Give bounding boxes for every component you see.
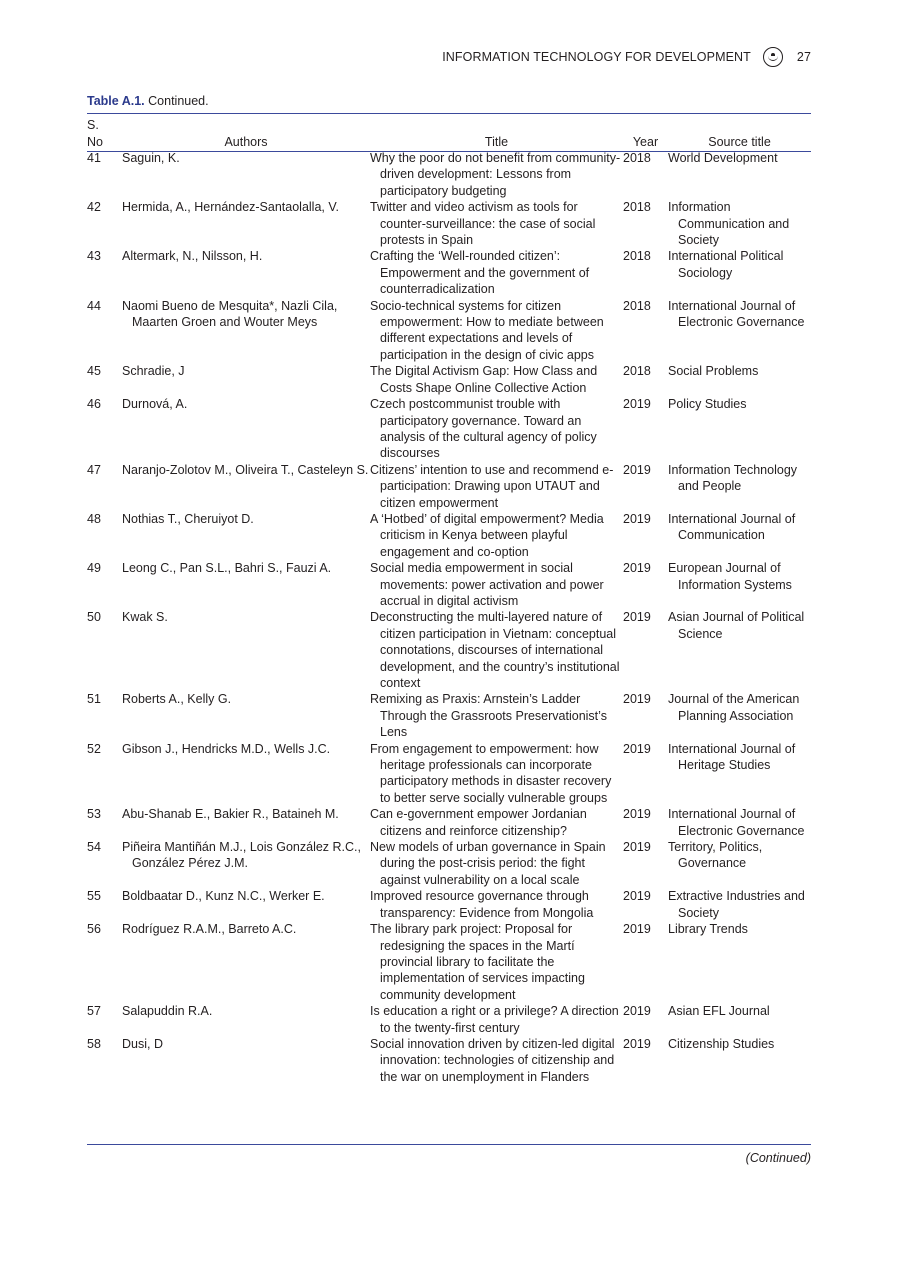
row-source: Territory, Politics, Governance: [668, 840, 763, 871]
row-title: Is education a right or a privilege? A direction to the twenty-first century: [370, 1004, 619, 1035]
table-row: [87, 839, 811, 888]
col-header-title: Title: [484, 134, 509, 149]
row-authors: Saguin, K.: [122, 151, 180, 165]
row-number: 53: [87, 807, 101, 822]
row-title: Socio-technical systems for citizen empowerment: How to mediate between different expectations and levels of participation in the design of civic apps: [370, 298, 604, 362]
row-year: 2018: [623, 249, 651, 264]
row-number: 44: [87, 298, 101, 313]
col-header-authors: Authors: [224, 134, 268, 149]
row-number: 54: [87, 840, 101, 855]
row-number: 42: [87, 200, 101, 215]
row-authors: Salapuddin R.A.: [122, 1004, 213, 1019]
row-number: 49: [87, 561, 101, 576]
row-year: 2019: [623, 889, 651, 904]
row-source: European Journal of Information Systems: [668, 561, 792, 592]
row-authors: Naranjo-Zolotov M., Oliveira T., Casteleyn S.: [122, 462, 369, 477]
row-source: Asian Journal of Political Science: [668, 610, 805, 641]
table-row: [87, 1003, 811, 1036]
table-bottom-rule: [87, 1144, 811, 1145]
table-row: [87, 511, 811, 560]
row-number: 52: [87, 741, 101, 756]
col-header-sno: S. No: [87, 118, 103, 149]
row-source: Information Technology and People: [668, 462, 798, 494]
table-caption-text: Continued.: [148, 94, 209, 108]
row-authors: Gibson J., Hendricks M.D., Wells J.C.: [122, 741, 331, 756]
row-year: 2018: [623, 200, 651, 215]
row-source: Information Communication and Society: [668, 200, 790, 248]
row-title: Crafting the ‘Well-rounded citizen’: Empowerment and the government of counterradicalization: [370, 249, 590, 297]
table-row: [87, 363, 811, 396]
row-number: 51: [87, 692, 101, 707]
row-title: The Digital Activism Gap: How Class and Costs Shape Online Collective Action: [370, 364, 598, 395]
continued-text: Continued: [749, 1151, 807, 1165]
row-source: International Journal of Electronic Governance: [668, 807, 805, 838]
row-title: Can e-government empower Jordanian citizens and reinforce citizenship?: [370, 807, 587, 838]
row-number: 56: [87, 922, 101, 937]
row-source: Asian EFL Journal: [668, 1004, 770, 1019]
references-table: [87, 116, 811, 1085]
row-year: 2019: [623, 561, 651, 576]
row-year: 2019: [623, 1036, 651, 1051]
row-year: 2019: [623, 840, 651, 855]
row-authors: Rodríguez R.A.M., Barreto A.C.: [122, 922, 297, 937]
row-year: 2019: [623, 511, 651, 526]
row-source: Library Trends: [668, 922, 748, 937]
row-authors: Roberts A., Kelly G.: [122, 692, 232, 707]
row-year: 2019: [623, 1004, 651, 1019]
row-authors: Dusi, D: [122, 1036, 163, 1051]
row-title: Twitter and video activism as tools for counter-surveillance: the case of social protests in Spain: [370, 200, 596, 248]
row-year: 2019: [623, 397, 651, 412]
row-authors: Boldbaatar D., Kunz N.C., Werker E.: [122, 889, 325, 904]
row-year: 2018: [623, 364, 651, 379]
row-number: 55: [87, 889, 101, 904]
row-authors: Durnová, A.: [122, 397, 188, 412]
row-number: 57: [87, 1004, 101, 1019]
table-header-row: [87, 116, 811, 150]
row-number: 50: [87, 610, 101, 625]
row-number: 47: [87, 462, 101, 477]
row-source: International Journal of Communication: [668, 511, 796, 543]
running-head: [442, 47, 811, 67]
row-title: Social innovation driven by citizen-led digital innovation: technologies of citizenship and the war on unemployment in Flanders: [370, 1036, 615, 1084]
table-label: Table A.1.: [87, 94, 145, 108]
row-authors: Schradie, J: [122, 364, 185, 379]
row-source: International Journal of Heritage Studies: [668, 741, 796, 773]
table-row: [87, 150, 811, 199]
row-number: 58: [87, 1036, 101, 1051]
row-year: 2019: [623, 692, 651, 707]
row-authors: Altermark, N., Nilsson, H.: [122, 249, 263, 264]
row-authors: Hermida, A., Hernández-Santaolalla, V.: [122, 200, 340, 215]
table-row: [87, 741, 811, 807]
journal-name: INFORMATION TECHNOLOGY FOR DEVELOPMENT: [442, 50, 751, 64]
table-row: [87, 248, 811, 297]
row-title: Why the poor do not benefit from community-driven development: Lessons from participatory budgeting: [370, 151, 621, 198]
row-year: 2019: [623, 610, 651, 625]
table-row: [87, 1036, 811, 1085]
row-source: Social Problems: [668, 364, 759, 379]
row-number: 48: [87, 511, 101, 526]
row-number: 45: [87, 364, 101, 379]
row-title: New models of urban governance in Spain during the post-crisis period: the fight against vulnerability on a local scale: [370, 840, 606, 887]
row-source: Extractive Industries and Society: [668, 889, 805, 920]
row-title: A ‘Hotbed’ of digital empowerment? Media criticism in Kenya between playful engagement and co-option: [370, 511, 604, 559]
row-title: Czech postcommunist trouble with participatory governance. Toward an analysis of the cultural agency of policy discourses: [370, 397, 597, 461]
table-row: [87, 396, 811, 462]
row-authors: Piñeira Mantiñán M.J., Lois González R.C., González Pérez J.M.: [122, 840, 361, 871]
row-year: 2019: [623, 922, 651, 937]
table-row: [87, 921, 811, 1003]
table-row: [87, 806, 811, 839]
row-authors: Naomi Bueno de Mesquita*, Nazli Cila, Maarten Groen and Wouter Meys: [122, 298, 338, 330]
journal-logo-icon: [763, 47, 783, 67]
row-title: From engagement to empowerment: how heritage professionals can incorporate participatory methods in disaster recovery to better serve socially vulnerable groups: [370, 741, 612, 805]
row-source: Journal of the American Planning Association: [668, 692, 800, 723]
row-source: International Political Sociology: [668, 249, 784, 280]
row-number: 43: [87, 249, 101, 264]
continued-note: (Continued): [745, 1151, 811, 1165]
table-row: [87, 462, 811, 511]
page-number: 27: [796, 50, 811, 64]
table-top-rule: [87, 113, 811, 114]
row-source: International Journal of Electronic Governance: [668, 298, 805, 330]
table-row: [87, 691, 811, 740]
row-authors: Abu-Shanab E., Bakier R., Bataineh M.: [122, 807, 339, 822]
row-title: The library park project: Proposal for redesigning the spaces in the Martí provincial library to facilitate the implementation of services impacting community development: [370, 922, 585, 1002]
row-source: World Development: [668, 151, 778, 165]
row-number: 41: [87, 151, 101, 165]
row-title: Improved resource governance through transparency: Evidence from Mongolia: [370, 889, 594, 920]
table-caption: [87, 94, 209, 108]
row-year: 2019: [623, 741, 651, 756]
row-authors: Leong C., Pan S.L., Bahri S., Fauzi A.: [122, 561, 332, 576]
row-year: 2018: [623, 151, 651, 165]
row-title: Citizens’ intention to use and recommend e-participation: Drawing upon UTAUT and citizen empowerment: [370, 462, 614, 510]
row-year: 2019: [623, 462, 651, 477]
row-title: Social media empowerment in social movements: power activation and power accrual in digital activism: [370, 561, 604, 608]
col-header-source: Source title: [708, 134, 771, 149]
row-title: Deconstructing the multi-layered nature of citizen participation in Vietnam: conceptual connotations, discourses of international development, and the country’s institutional context: [370, 610, 620, 690]
row-authors: Kwak S.: [122, 610, 168, 625]
table-row: [87, 609, 811, 691]
row-title: Remixing as Praxis: Arnstein’s Ladder Through the Grassroots Preservationist’s Lens: [370, 692, 607, 740]
table-row: [87, 888, 811, 921]
table-row: [87, 560, 811, 609]
row-year: 2018: [623, 298, 651, 313]
table-row: [87, 199, 811, 248]
row-year: 2019: [623, 807, 651, 822]
col-header-year: Year: [632, 134, 659, 149]
row-authors: Nothias T., Cheruiyot D.: [122, 511, 254, 526]
row-source: Policy Studies: [668, 397, 747, 412]
row-source: Citizenship Studies: [668, 1036, 775, 1051]
row-number: 46: [87, 397, 101, 412]
table-row: [87, 298, 811, 364]
